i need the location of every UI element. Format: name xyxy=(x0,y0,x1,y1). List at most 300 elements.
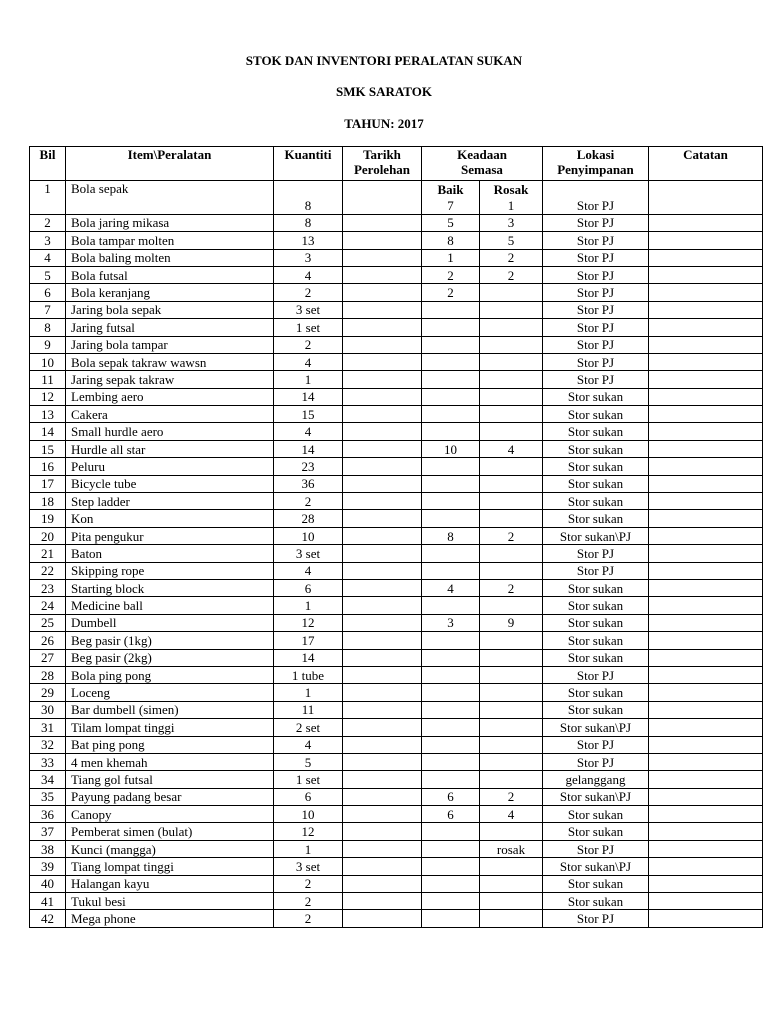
cell-lokasi: Stor sukan\PJ xyxy=(543,719,649,736)
cell-rosak xyxy=(480,701,543,718)
cell-lokasi: Stor sukan xyxy=(543,579,649,596)
cell-tarikh xyxy=(343,719,422,736)
table-row xyxy=(30,562,763,579)
cell-baik: 10 xyxy=(422,440,480,457)
cell-tarikh xyxy=(343,736,422,753)
year-label: TAHUN: 2017 xyxy=(344,116,424,131)
cell-tarikh xyxy=(343,353,422,370)
table-row xyxy=(30,893,763,910)
cell-bil: 27 xyxy=(30,649,66,666)
cell-qty: 12 xyxy=(274,614,343,631)
cell-item: Bola ping pong xyxy=(66,666,274,683)
cell-item: Starting block xyxy=(66,579,274,596)
cell-tarikh xyxy=(343,823,422,840)
cell-rosak xyxy=(480,632,543,649)
cell-qty: 14 xyxy=(274,440,343,457)
cell-baik: 8 xyxy=(422,527,480,544)
cell-lokasi: Stor PJ xyxy=(543,284,649,301)
header-item: Item\Peralatan xyxy=(66,147,274,181)
cell-item: Tukul besi xyxy=(66,893,274,910)
cell-tarikh xyxy=(343,440,422,457)
cell-bil: 16 xyxy=(30,458,66,475)
cell-bil: 32 xyxy=(30,736,66,753)
table-row xyxy=(30,371,763,388)
cell-baik xyxy=(422,840,480,857)
cell-lokasi: Stor sukan xyxy=(543,597,649,614)
table-row xyxy=(30,632,763,649)
cell-baik xyxy=(422,319,480,336)
cell-qty: 8 xyxy=(274,197,343,214)
cell-baik xyxy=(422,388,480,405)
cell-lokasi: Stor sukan xyxy=(543,823,649,840)
cell-bil: 5 xyxy=(30,266,66,283)
cell-tarikh xyxy=(343,771,422,788)
cell-item: Jaring bola tampar xyxy=(66,336,274,353)
table-row xyxy=(30,614,763,631)
cell-baik xyxy=(422,336,480,353)
cell-rosak xyxy=(480,423,543,440)
cell-lokasi: Stor sukan xyxy=(543,806,649,823)
cell-catatan xyxy=(649,319,763,336)
cell-rosak xyxy=(480,597,543,614)
cell-rosak xyxy=(480,893,543,910)
cell-catatan xyxy=(649,806,763,823)
cell-baik xyxy=(422,649,480,666)
header-row xyxy=(30,147,763,181)
cell-item: Bat ping pong xyxy=(66,736,274,753)
cell-qty: 17 xyxy=(274,632,343,649)
cell-baik xyxy=(422,684,480,701)
cell-qty: 4 xyxy=(274,353,343,370)
cell-lokasi: Stor PJ xyxy=(543,249,649,266)
cell-rosak xyxy=(480,666,543,683)
cell-qty: 4 xyxy=(274,266,343,283)
cell-lokasi: Stor sukan xyxy=(543,875,649,892)
cell-bil: 41 xyxy=(30,893,66,910)
cell-qty: 8 xyxy=(274,214,343,231)
cell-qty: 2 set xyxy=(274,719,343,736)
table-row xyxy=(30,579,763,596)
cell-catatan xyxy=(649,214,763,231)
cell-item: Bola futsal xyxy=(66,266,274,283)
cell-baik xyxy=(422,510,480,527)
cell-rosak xyxy=(480,562,543,579)
table-row xyxy=(30,406,763,423)
cell-lokasi: Stor PJ xyxy=(543,232,649,249)
table-row xyxy=(30,806,763,823)
cell-item: Skipping rope xyxy=(66,562,274,579)
cell-catatan xyxy=(649,510,763,527)
table-row xyxy=(30,284,763,301)
cell-item: Lembing aero xyxy=(66,388,274,405)
cell-tarikh xyxy=(343,527,422,544)
table-row xyxy=(30,319,763,336)
table-row xyxy=(30,858,763,875)
cell-item: Pemberat simen (bulat) xyxy=(66,823,274,840)
cell-bil: 42 xyxy=(30,910,66,927)
cell-lokasi: Stor sukan\PJ xyxy=(543,858,649,875)
cell-baik xyxy=(422,353,480,370)
cell-rosak xyxy=(480,875,543,892)
cell-bil: 25 xyxy=(30,614,66,631)
cell-tarikh xyxy=(343,614,422,631)
cell-qty: 2 xyxy=(274,336,343,353)
table-row xyxy=(30,840,763,857)
cell-tarikh xyxy=(343,649,422,666)
cell-rosak xyxy=(480,649,543,666)
cell-catatan xyxy=(649,736,763,753)
cell-lokasi: Stor sukan xyxy=(543,701,649,718)
cell-qty: 4 xyxy=(274,736,343,753)
cell-tarikh xyxy=(343,266,422,283)
cell-baik xyxy=(422,423,480,440)
cell-tarikh xyxy=(343,336,422,353)
cell-bil: 3 xyxy=(30,232,66,249)
table-row xyxy=(30,910,763,927)
cell-lokasi: Stor PJ xyxy=(543,545,649,562)
table-row xyxy=(30,336,763,353)
cell-rosak: 4 xyxy=(480,806,543,823)
cell-lokasi: Stor sukan xyxy=(543,614,649,631)
cell-catatan xyxy=(649,371,763,388)
cell-qty: 13 xyxy=(274,232,343,249)
cell-item: Baton xyxy=(66,545,274,562)
cell-rosak: 2 xyxy=(480,527,543,544)
cell-item: Jaring futsal xyxy=(66,319,274,336)
cell-baik xyxy=(422,910,480,927)
table-row xyxy=(30,493,763,510)
cell-item: Tilam lompat tinggi xyxy=(66,719,274,736)
table-row xyxy=(30,875,763,892)
cell-catatan xyxy=(649,423,763,440)
cell-baik xyxy=(422,406,480,423)
cell-lokasi: Stor PJ xyxy=(543,197,649,214)
cell-bil: 6 xyxy=(30,284,66,301)
cell-qty: 1 set xyxy=(274,771,343,788)
cell-bil: 11 xyxy=(30,371,66,388)
header-kuantiti: Kuantiti xyxy=(274,147,343,181)
cell-catatan xyxy=(649,893,763,910)
cell-catatan xyxy=(649,475,763,492)
cell-item: Beg pasir (1kg) xyxy=(66,632,274,649)
cell-qty: 1 xyxy=(274,684,343,701)
cell-catatan xyxy=(649,406,763,423)
cell-catatan xyxy=(649,353,763,370)
cell-rosak xyxy=(480,545,543,562)
cell-catatan xyxy=(649,684,763,701)
cell-baik xyxy=(422,493,480,510)
header-bil: Bil xyxy=(30,147,66,181)
cell-qty-spacer xyxy=(274,181,343,198)
cell-baik xyxy=(422,858,480,875)
cell-qty: 11 xyxy=(274,701,343,718)
cell-item: Jaring sepak takraw xyxy=(66,371,274,388)
subheader-rosak: Rosak xyxy=(480,181,543,198)
cell-lokasi-spacer xyxy=(543,181,649,198)
cell-bil: 14 xyxy=(30,423,66,440)
cell-rosak: 9 xyxy=(480,614,543,631)
cell-item: Cakera xyxy=(66,406,274,423)
cell-tarikh xyxy=(343,875,422,892)
cell-rosak: 4 xyxy=(480,440,543,457)
cell-qty: 3 xyxy=(274,249,343,266)
cell-baik: 2 xyxy=(422,284,480,301)
cell-bil: 13 xyxy=(30,406,66,423)
cell-qty: 4 xyxy=(274,423,343,440)
table-row xyxy=(30,719,763,736)
cell-tarikh xyxy=(343,597,422,614)
cell-baik xyxy=(422,736,480,753)
cell-bil: 15 xyxy=(30,440,66,457)
cell-baik: 6 xyxy=(422,788,480,805)
cell-item: Canopy xyxy=(66,806,274,823)
subheader-baik: Baik xyxy=(422,181,480,198)
cell-bil: 29 xyxy=(30,684,66,701)
cell-catatan xyxy=(649,388,763,405)
cell-rosak: 2 xyxy=(480,788,543,805)
cell-catatan xyxy=(649,666,763,683)
cell-tarikh xyxy=(343,319,422,336)
cell-lokasi: Stor PJ xyxy=(543,371,649,388)
cell-item: Kunci (mangga) xyxy=(66,840,274,857)
cell-lokasi: Stor sukan xyxy=(543,406,649,423)
cell-item: Bola jaring mikasa xyxy=(66,214,274,231)
table-row xyxy=(30,649,763,666)
cell-tarikh xyxy=(343,788,422,805)
cell-qty: 5 xyxy=(274,753,343,770)
cell-qty: 10 xyxy=(274,806,343,823)
cell-tarikh xyxy=(343,893,422,910)
cell-qty: 1 xyxy=(274,371,343,388)
cell-item: Kon xyxy=(66,510,274,527)
cell-tarikh xyxy=(343,684,422,701)
cell-rosak xyxy=(480,910,543,927)
cell-catatan xyxy=(649,719,763,736)
cell-baik xyxy=(422,475,480,492)
cell-baik xyxy=(422,666,480,683)
header-keadaan-line1: Keadaan xyxy=(457,147,507,162)
cell-item: Jaring bola sepak xyxy=(66,301,274,318)
cell-lokasi: Stor PJ xyxy=(543,319,649,336)
cell-tarikh xyxy=(343,840,422,857)
table-row xyxy=(30,788,763,805)
cell-tarikh xyxy=(343,284,422,301)
cell-qty: 3 set xyxy=(274,545,343,562)
cell-lokasi: Stor sukan\PJ xyxy=(543,788,649,805)
cell-bil: 37 xyxy=(30,823,66,840)
cell-tarikh xyxy=(343,388,422,405)
cell-item: Medicine ball xyxy=(66,597,274,614)
cell-item: Peluru xyxy=(66,458,274,475)
cell-tarikh xyxy=(343,806,422,823)
table-row xyxy=(30,527,763,544)
cell-rosak xyxy=(480,353,543,370)
cell-rosak: 3 xyxy=(480,214,543,231)
cell-bil: 40 xyxy=(30,875,66,892)
cell-item: Bola keranjang xyxy=(66,284,274,301)
cell-catatan xyxy=(649,266,763,283)
cell-catatan xyxy=(649,910,763,927)
cell-qty: 14 xyxy=(274,649,343,666)
cell-catatan xyxy=(649,562,763,579)
cell-catatan xyxy=(649,614,763,631)
cell-lokasi: Stor PJ xyxy=(543,266,649,283)
cell-rosak: 2 xyxy=(480,579,543,596)
cell-bil: 17 xyxy=(30,475,66,492)
table-row xyxy=(30,701,763,718)
cell-rosak: 2 xyxy=(480,266,543,283)
cell-tarikh xyxy=(343,666,422,683)
cell-catatan xyxy=(649,597,763,614)
cell-catatan xyxy=(649,875,763,892)
cell-tarikh xyxy=(343,510,422,527)
cell-rosak xyxy=(480,319,543,336)
cell-tarikh xyxy=(343,423,422,440)
cell-bil: 2 xyxy=(30,214,66,231)
cell-baik xyxy=(422,753,480,770)
cell-lokasi: Stor PJ xyxy=(543,753,649,770)
cell-catatan xyxy=(649,181,763,215)
cell-rosak: 5 xyxy=(480,232,543,249)
cell-rosak xyxy=(480,684,543,701)
cell-baik xyxy=(422,823,480,840)
cell-tarikh xyxy=(343,701,422,718)
cell-bil: 9 xyxy=(30,336,66,353)
cell-item: Bicycle tube xyxy=(66,475,274,492)
cell-qty: 14 xyxy=(274,388,343,405)
cell-qty: 3 set xyxy=(274,858,343,875)
cell-qty: 1 tube xyxy=(274,666,343,683)
cell-baik xyxy=(422,893,480,910)
table-row xyxy=(30,684,763,701)
cell-bil: 36 xyxy=(30,806,66,823)
cell-lokasi: Stor sukan\PJ xyxy=(543,527,649,544)
cell-bil: 22 xyxy=(30,562,66,579)
cell-bil: 24 xyxy=(30,597,66,614)
cell-item: Pita pengukur xyxy=(66,527,274,544)
cell-qty: 6 xyxy=(274,579,343,596)
cell-bil: 4 xyxy=(30,249,66,266)
cell-catatan xyxy=(649,458,763,475)
cell-item: Loceng xyxy=(66,684,274,701)
cell-tarikh xyxy=(343,371,422,388)
cell-rosak xyxy=(480,475,543,492)
cell-baik: 2 xyxy=(422,266,480,283)
cell-item: Halangan kayu xyxy=(66,875,274,892)
header-tarikh xyxy=(343,147,422,181)
cell-tarikh xyxy=(343,579,422,596)
cell-catatan xyxy=(649,232,763,249)
cell-lokasi: Stor PJ xyxy=(543,301,649,318)
cell-tarikh xyxy=(343,475,422,492)
cell-baik: 3 xyxy=(422,614,480,631)
cell-qty: 2 xyxy=(274,875,343,892)
cell-qty: 1 xyxy=(274,840,343,857)
header-tarikh-line2: Perolehan xyxy=(353,162,411,177)
cell-catatan xyxy=(649,840,763,857)
cell-catatan xyxy=(649,527,763,544)
school-name: SMK SARATOK xyxy=(336,84,432,99)
cell-baik: 5 xyxy=(422,214,480,231)
table-row xyxy=(30,510,763,527)
cell-catatan xyxy=(649,249,763,266)
cell-catatan xyxy=(649,823,763,840)
header-keadaan-line2: Semasa xyxy=(461,162,503,177)
cell-rosak xyxy=(480,388,543,405)
cell-rosak xyxy=(480,719,543,736)
cell-lokasi: Stor PJ xyxy=(543,214,649,231)
cell-item: Small hurdle aero xyxy=(66,423,274,440)
cell-bil: 31 xyxy=(30,719,66,736)
cell-qty: 1 xyxy=(274,597,343,614)
cell-baik xyxy=(422,875,480,892)
cell-lokasi: Stor PJ xyxy=(543,736,649,753)
cell-qty: 4 xyxy=(274,562,343,579)
table-row xyxy=(30,666,763,683)
table-row xyxy=(30,301,763,318)
cell-bil: 34 xyxy=(30,771,66,788)
cell-lokasi: Stor PJ xyxy=(543,666,649,683)
cell-rosak xyxy=(480,753,543,770)
cell-tarikh xyxy=(343,458,422,475)
cell-baik xyxy=(422,701,480,718)
cell-lokasi: Stor sukan xyxy=(543,632,649,649)
cell-baik xyxy=(422,562,480,579)
cell-item: Dumbell xyxy=(66,614,274,631)
cell-bil: 28 xyxy=(30,666,66,683)
cell-item: Bar dumbell (simen) xyxy=(66,701,274,718)
cell-qty: 6 xyxy=(274,788,343,805)
cell-lokasi: Stor sukan xyxy=(543,423,649,440)
cell-qty: 28 xyxy=(274,510,343,527)
cell-item: Step ladder xyxy=(66,493,274,510)
cell-baik xyxy=(422,632,480,649)
cell-item: Bola sepak takraw wawsn xyxy=(66,353,274,370)
inventory-table xyxy=(29,146,763,928)
table-row xyxy=(30,458,763,475)
cell-bil: 35 xyxy=(30,788,66,805)
cell-tarikh xyxy=(343,545,422,562)
cell-baik xyxy=(422,371,480,388)
cell-tarikh xyxy=(343,214,422,231)
cell-catatan xyxy=(649,858,763,875)
cell-qty: 15 xyxy=(274,406,343,423)
cell-bil: 20 xyxy=(30,527,66,544)
table-row xyxy=(30,423,763,440)
header-lokasi xyxy=(543,147,649,181)
cell-bil: 8 xyxy=(30,319,66,336)
cell-rosak: rosak xyxy=(480,840,543,857)
cell-lokasi: Stor sukan xyxy=(543,493,649,510)
cell-rosak xyxy=(480,336,543,353)
cell-item: Tiang gol futsal xyxy=(66,771,274,788)
cell-item: Bola tampar molten xyxy=(66,232,274,249)
table-row xyxy=(30,214,763,231)
cell-qty: 1 set xyxy=(274,319,343,336)
header-catatan: Catatan xyxy=(649,147,763,181)
cell-rosak xyxy=(480,406,543,423)
table-row xyxy=(30,736,763,753)
cell-bil: 33 xyxy=(30,753,66,770)
cell-bil: 10 xyxy=(30,353,66,370)
cell-catatan xyxy=(649,284,763,301)
cell-rosak xyxy=(480,736,543,753)
cell-baik xyxy=(422,771,480,788)
cell-bil: 39 xyxy=(30,858,66,875)
cell-catatan xyxy=(649,301,763,318)
cell-lokasi: Stor PJ xyxy=(543,336,649,353)
document-title: STOK DAN INVENTORI PERALATAN SUKAN xyxy=(245,53,523,68)
